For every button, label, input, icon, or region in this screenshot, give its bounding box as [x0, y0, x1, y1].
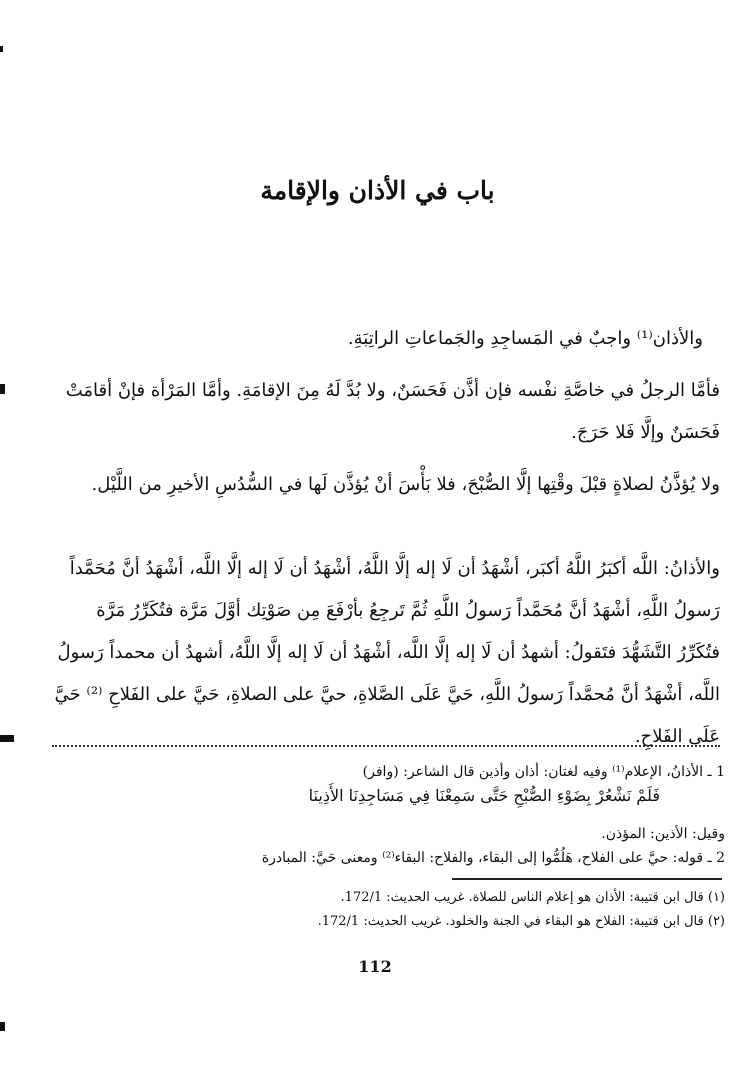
page-number: 112: [358, 957, 392, 976]
commentary-notes: [45, 822, 725, 870]
scan-mark: [0, 46, 3, 52]
commentary-note: 2 ـ قوله: حيَّ على الفلاح، هَلُمُّوا إلى البقاء، والفلاح: البقاء⁽²⁾ ومعنى حَيَّ: المبادرة: [261, 850, 725, 866]
chapter-title: باب في الأذان والإقامة: [260, 176, 495, 205]
footnote: (٢) قال ابن قتيبة: الفلاح هو البقاء في الجنة والخلود. غريب الحديث: 172/1.: [317, 914, 725, 929]
scan-mark: [0, 735, 14, 742]
commentary-note: وقيل: الأذين: المؤذن.: [601, 826, 725, 842]
scan-mark: [0, 384, 5, 394]
poetry-verse: فَلَمْ نَشْعُرْ بِضَوْءِ الصُّبْحِ حَتَّى سَمِعْنَا فِي مَسَاجِدِنَا الأَذِينَا: [308, 786, 660, 805]
paragraph: والأذان⁽¹⁾ واجبٌ في المَساجِدِ والجَماعاتِ الراتِبَةِ.: [347, 328, 703, 349]
footnote-rule: [452, 878, 722, 880]
footnotes: [45, 886, 725, 934]
paragraph: ولا يُؤذَّنُ لصلاةٍ قبْلَ وقْتِها إلَّا الصُّبْحَ، فلا بَأْسَ أنْ يُؤذَّن لَها في السُّدُسِ الأخيرِ من اللَّيْل.: [91, 474, 720, 495]
dotted-divider: [52, 745, 720, 747]
paragraph: فأمَّا الرجلُ في خاصَّةِ نفْسه فإن أذَّن فَحَسَنٌ، ولا بُدَّ لَهُ مِنَ الإقامَةِ. وأمَّا المَرْأة فإنْ أقامَتْ فَحَسَنٌ وإلَّا فَلا حَرَجَ.: [65, 380, 720, 443]
commentary-note: 1 ـ الأذانُ، الإعلام⁽¹⁾ وفيه لغتان: أذان وأذين قال الشاعر: (وافر): [362, 764, 725, 780]
footnote: (١) قال ابن قتيبة: الأذان هو إعلام الناس للصلاة. غريب الحديث: 172/1.: [340, 890, 725, 905]
scan-mark: [0, 1022, 5, 1031]
paragraph: والأذانُ: اللَّه أكبَرُ اللَّهُ أكبَر، أشْهَدُ أن لَا إله إلَّا اللَّهُ، أشْهَدُ أن لَا إله إلَّا اللَّه، أشْهَدُ أنَّ مُحَمَّداً رَسولُ اللَّهِ، أشْهَدُ أنَّ مُحَمَّداً رَسولُ اللَّهِ ثُمَّ تَرجِعُ بأرْفَعَ مِن صَوْتِك أوَّلَ مَرَّة فتُكَرِّرُ مَرَّة فتُكَرِّرُ التَّشَهُّدَ فتَقولُ: أشهدُ أن لَا إله إلَّا اللَّه، أشْهَدُ أن لَا إله إلَّا اللَّهُ، أشهدُ أن محمداً رَسولُ اللَّه، أشْهَدُ أنَّ مُحمَّداً رَسولُ اللَّهِ، حَيَّ عَلَى الصَّلاةِ، حيَّ على الصلاةِ، حَيَّ على الفَلاحِ ⁽²⁾ حَيَّ عَلَى الفَلاحِ.: [54, 558, 720, 747]
